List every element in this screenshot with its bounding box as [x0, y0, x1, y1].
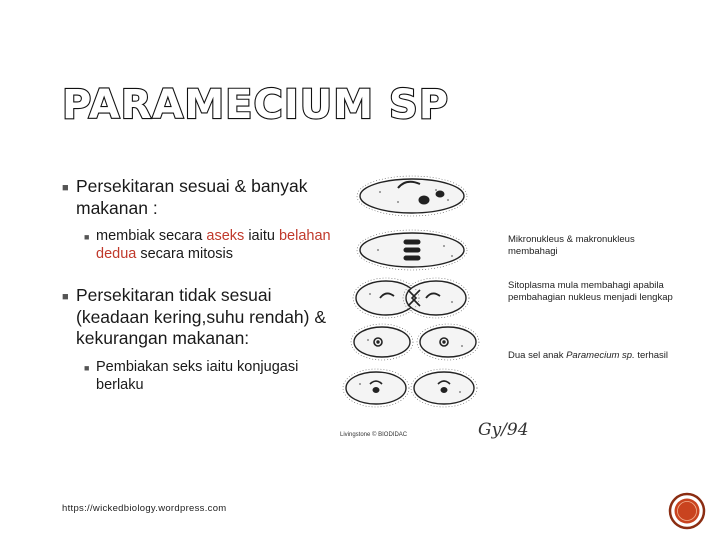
- annotation-cytoplasm-division: Sitoplasma mula membahagi apabila pembahagian nukleus menjadi lengkap: [508, 280, 673, 303]
- square-bullet-icon: ■: [62, 291, 69, 303]
- paramecium-binary-fission-figure: [340, 170, 710, 450]
- illustrator-signature: Gy/94: [478, 420, 529, 440]
- sub-bullet-text: membiak secara aseks iaitu belahan dedua secara mitosis: [96, 228, 331, 262]
- highlight-aseks: aseks: [206, 228, 245, 244]
- bullet-item-1: [62, 176, 342, 219]
- image-credit: Livingstone © BIODIDAC: [340, 432, 408, 438]
- sub-bullet-text: Pembiakan seks iaitu konjugasi berlaku: [96, 358, 299, 393]
- annotation-daughter-cells: Dua sel anak Paramecium sp. terhasil: [508, 350, 668, 361]
- slide-title: PARAMECIUM SP: [62, 82, 450, 128]
- bullet-text: Persekitaran tidak sesuai (keadaan kering,suhu rendah) & kekurangan makanan:: [76, 285, 327, 348]
- bullet-list: [62, 176, 342, 416]
- highlight-belahan-dedua: belahan dedua: [96, 228, 331, 262]
- sub-bullet-item-2: [84, 358, 342, 394]
- bullet-text: Persekitaran sesuai & banyak makanan :: [76, 176, 308, 218]
- square-bullet-icon: ■: [84, 232, 90, 242]
- annotation-nucleus-division: Mikronukleus & makronukleus membahagi: [508, 234, 635, 257]
- slide-badge-icon: [668, 492, 706, 530]
- bullet-item-2: [62, 285, 342, 350]
- paramecium-cells-illustration: [340, 170, 710, 450]
- sub-bullet-item-1: [84, 227, 342, 263]
- square-bullet-icon: ■: [62, 182, 69, 194]
- source-url: https://wickedbiology.wordpress.com: [62, 503, 227, 514]
- square-bullet-icon: ■: [84, 362, 90, 373]
